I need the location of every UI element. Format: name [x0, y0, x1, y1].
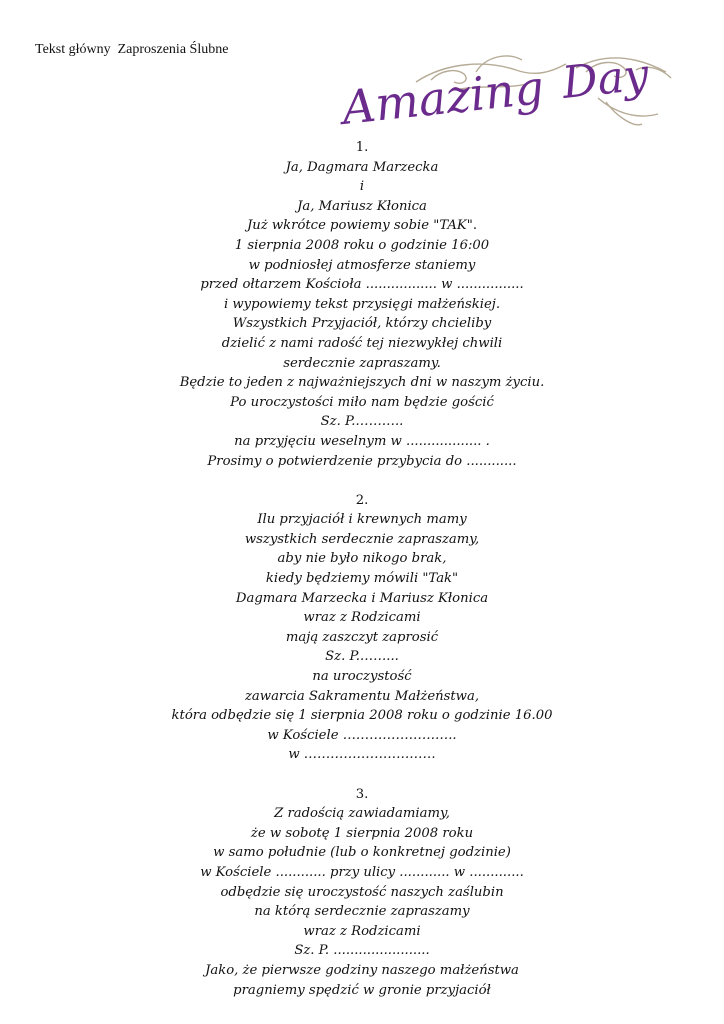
document-title: Tekst główny Zaproszenia Ślubne — [35, 42, 229, 57]
text-line: Ja, Mariusz Kłonica — [297, 198, 427, 214]
text-line: mają zaszczyt zaprosić — [285, 629, 439, 645]
text-line: Dagmara Marzecka i Mariusz Kłonica — [235, 590, 489, 606]
invitation-texts — [0, 138, 724, 1000]
text-line: na którą serdecznie zapraszamy — [254, 904, 470, 920]
text-line: i — [359, 179, 365, 195]
text-line: zawarcia Sakramentu Małżeństwa, — [244, 688, 480, 704]
text-line: na uroczystość — [312, 669, 412, 685]
text-line: przed ołtarzem Kościoła ................. w ................ — [200, 277, 524, 293]
text-line: że w sobotę 1 sierpnia 2008 roku — [250, 825, 474, 841]
text-line: która odbędzie się 1 sierpnia 2008 roku o godzinie 16.00 — [171, 708, 553, 724]
text-line: w samo południe (lub o konkretnej godzinie) — [213, 845, 511, 861]
text-line: na przyjęciu weselnym w .................. . — [234, 433, 490, 449]
text-line: i wypowiemy tekst przysięgi małżeńskiej. — [223, 296, 501, 312]
section-2 — [0, 491, 724, 765]
text-line: wszystkich serdecznie zapraszamy, — [244, 531, 480, 547]
text-line: Po uroczystości miło nam będzie gościć — [230, 394, 494, 410]
text-line: Prosimy o potwierdzenie przybycia do ............ — [207, 453, 517, 469]
text-line: Sz. P.……….. — [320, 414, 404, 430]
text-line: Sz. P.……... — [325, 649, 399, 665]
text-line: w podniosłej atmosferze staniemy — [248, 257, 476, 273]
text-line: pragniemy spędzić w gronie przyjaciół — [233, 982, 491, 998]
text-line: odbędzie się uroczystość naszych zaślubin — [220, 884, 504, 900]
section-3 — [0, 785, 724, 1001]
section-1 — [0, 138, 724, 471]
text-line: Wszystkich Przyjaciół, którzy chcieliby — [232, 316, 492, 332]
text-line: Z radością zawiadamiamy, — [274, 806, 450, 822]
text-line: Sz. P. ....................... — [294, 943, 430, 959]
text-line: serdecznie zapraszamy. — [283, 355, 441, 371]
text-line: w Kościele ............ przy ulicy ............ w ............. — [200, 864, 524, 880]
logo-text-day: Day — [559, 49, 652, 109]
text-line: Już wkrótce powiemy sobie "TAK". — [246, 218, 478, 234]
text-line: aby nie było nikogo brak, — [277, 551, 447, 567]
text-line: Jako, że pierwsze godziny naszego małżeństwa — [205, 962, 519, 978]
text-line: Ilu przyjaciół i krewnych mamy — [257, 512, 467, 528]
amazing-day-logo — [336, 42, 686, 142]
text-line: w ………………………… — [288, 747, 436, 763]
text-line: Będzie to jeden z najważniejszych dni w naszym życiu. — [179, 375, 545, 391]
logo-graphic — [336, 42, 686, 142]
section-number: 1. — [355, 140, 369, 155]
text-line: wraz z Rodzicami — [303, 923, 421, 939]
blank-line — [0, 471, 724, 491]
section-number: 2. — [355, 492, 369, 508]
logo-text-amazing: Amazing — [339, 60, 547, 135]
text-line: wraz z Rodzicami — [303, 610, 421, 626]
text-line: 1 sierpnia 2008 roku o godzinie 16:00 — [234, 237, 490, 253]
section-number: 3. — [355, 786, 369, 802]
text-line: Ja, Dagmara Marzecka — [285, 159, 439, 175]
text-line: kiedy będziemy mówili "Tak" — [265, 571, 459, 587]
blank-line — [0, 765, 724, 785]
text-line: dzielić z nami radość tej niezwykłej chwili — [221, 335, 503, 351]
text-line: w Kościele …………………….. — [267, 727, 457, 743]
